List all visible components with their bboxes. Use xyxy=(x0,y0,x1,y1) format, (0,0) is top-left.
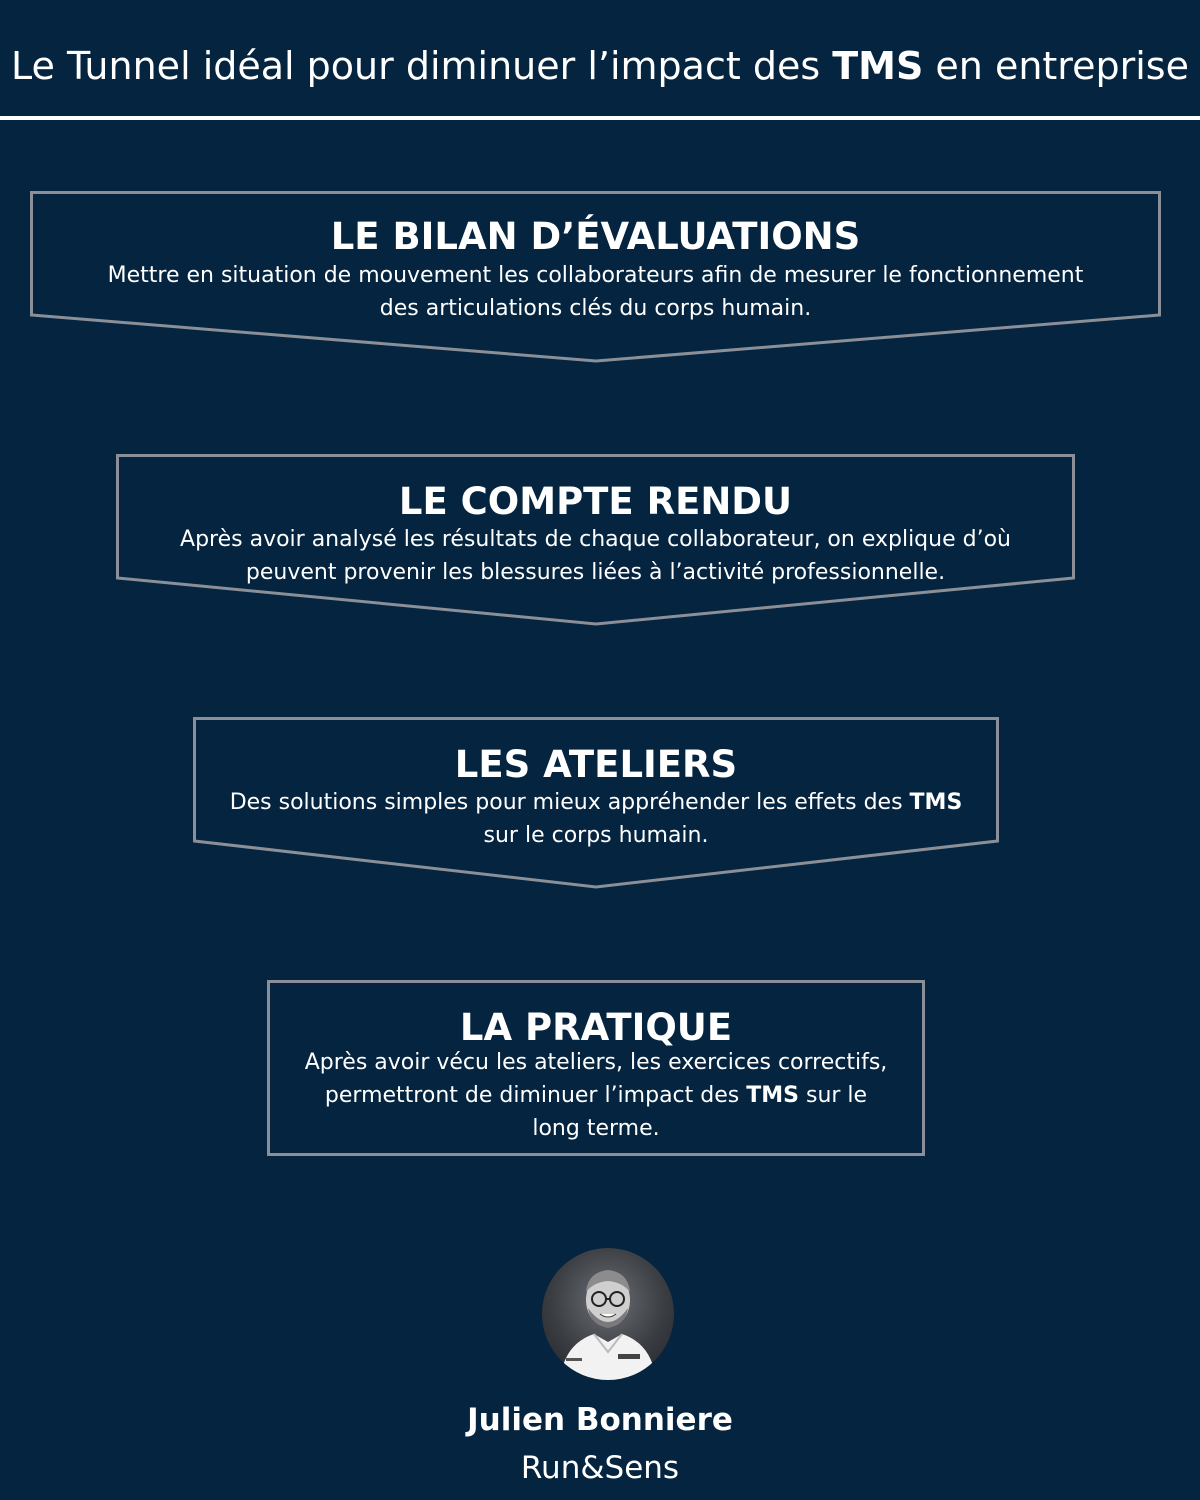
author-company: Run&Sens xyxy=(520,1450,680,1486)
stage-description: Après avoir vécu les ateliers, les exercices correctifs, permettront de diminuer l’impact des TMS sur le long terme. xyxy=(304,1050,888,1141)
header-bar xyxy=(0,0,1200,120)
stage-title: LE COMPTE RENDU xyxy=(398,480,793,523)
stage-description: Des solutions simples pour mieux appréhender les effets des TMS sur le corps humain. xyxy=(229,790,963,848)
stage-title: LA PRATIQUE xyxy=(459,1006,733,1049)
stage-compte-rendu xyxy=(116,454,1075,626)
stage-title: LES ATELIERS xyxy=(454,743,738,786)
stage-ateliers xyxy=(193,717,999,889)
author-avatar xyxy=(542,1248,674,1380)
stage-title: LE BILAN D’ÉVALUATIONS xyxy=(330,215,861,258)
stage-description: Mettre en situation de mouvement les collaborateurs afin de mesurer le fonctionnement des articulations clés du corps humain. xyxy=(107,263,1084,321)
stage-pratique xyxy=(267,980,925,1156)
author-name: Julien Bonniere xyxy=(467,1402,733,1438)
stage-bilan xyxy=(30,191,1161,363)
stage-description: Après avoir analysé les résultats de chaque collaborateur, on explique d’où peuvent provenir les blessures liées à l’activité professionnelle. xyxy=(180,527,1011,585)
page-title: Le Tunnel idéal pour diminuer l’impact des TMS en entreprise xyxy=(11,44,1189,88)
